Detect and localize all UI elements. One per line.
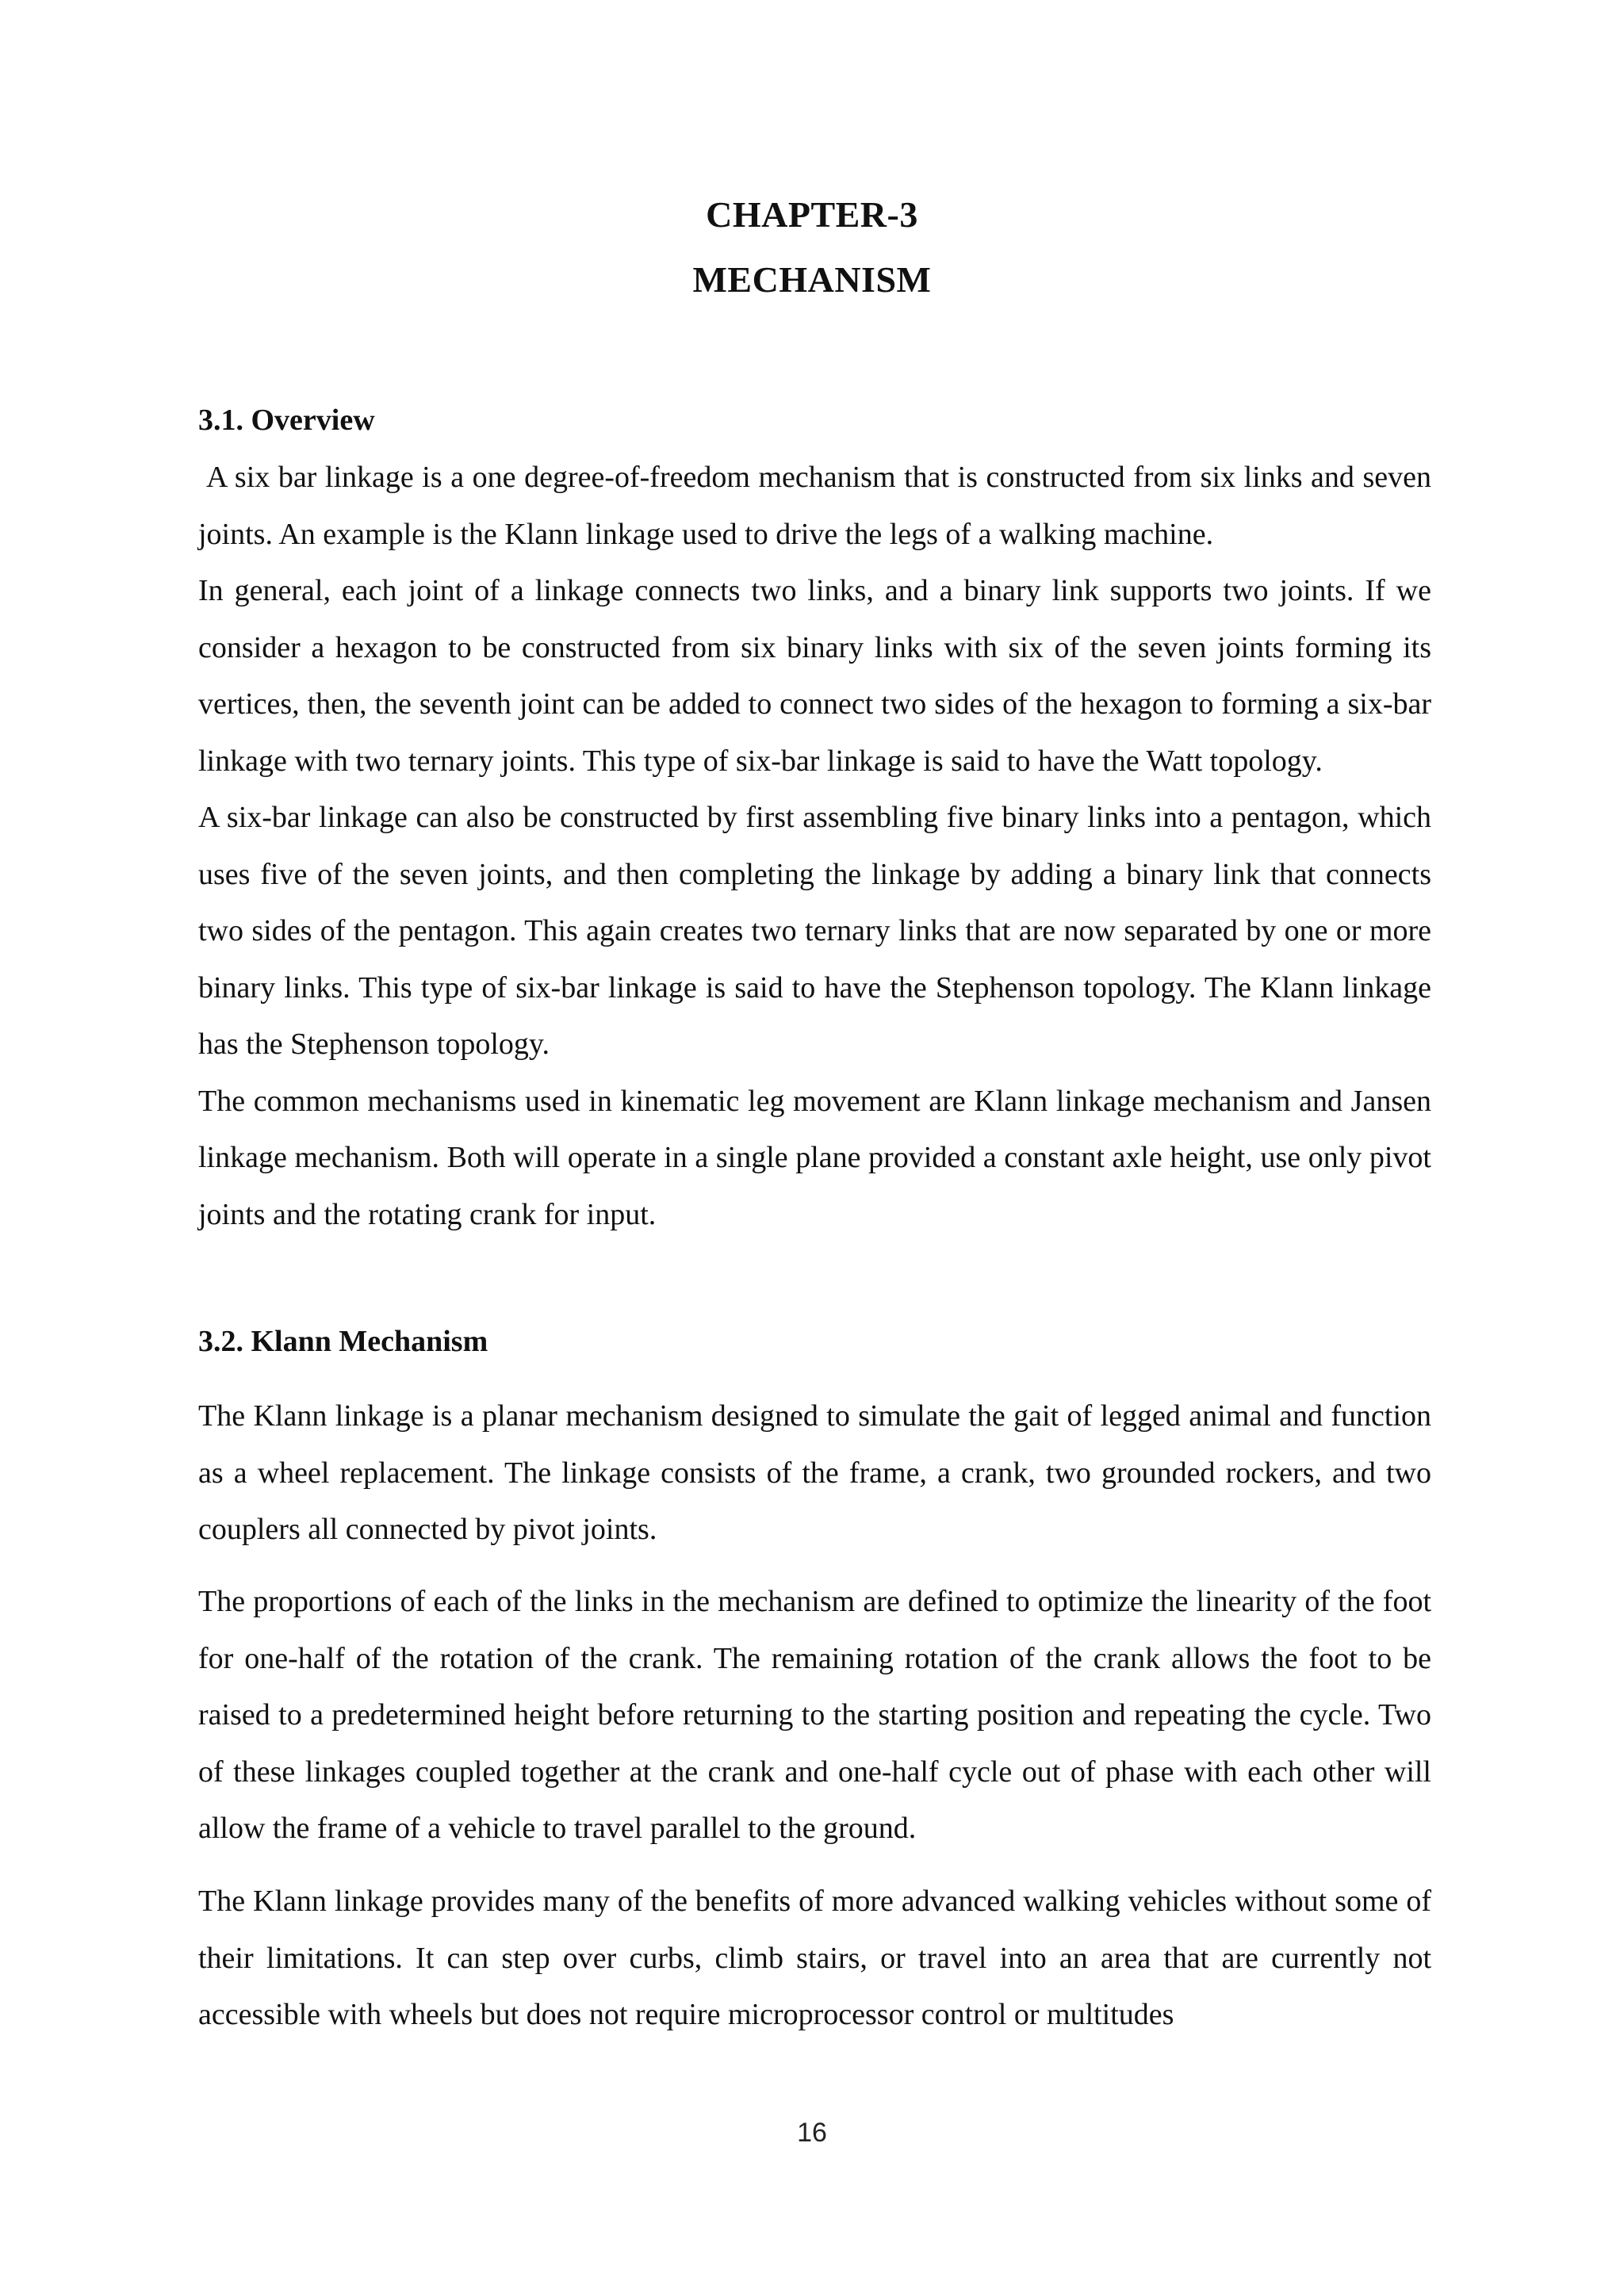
overview-paragraph: The common mechanisms used in kinematic leg movement are Klann linkage mechanism and Jansen linkage mechanism. Both will operate in a single plane provided a constant axle height, use only pivot joints and the rotating crank for input. <box>198 1084 1431 1231</box>
page-number: 16 <box>797 2118 827 2148</box>
klann-paragraph <box>198 1388 1431 1559</box>
klann-paragraph-text: The Klann linkage provides many of the benefits of more advanced walking vehicles without some of their limitations. It can step over curbs, climb stairs, or travel into an area that are currently not accessible with wheels but does not require microprocessor control or multitudes <box>198 1885 1431 2031</box>
klann-paragraph <box>198 1574 1431 1858</box>
chapter-number: CHAPTER-3 <box>706 194 918 235</box>
chapter-title: MECHANISM <box>692 259 932 300</box>
overview-body <box>198 450 1431 1243</box>
klann-paragraph-text: The Klann linkage is a planar mechanism designed to simulate the gait of legged animal and function as a wheel replacement. The linkage consists of the frame, a crank, two grounded rockers, and two couplers all connected by pivot joints. <box>198 1399 1431 1546</box>
klann-paragraph-text: The proportions of each of the links in the mechanism are defined to optimize the linearity of the foot for one-half of the rotation of the crank. The remaining rotation of the crank allows the foot to be raised to a predetermined height before returning to the starting position and repeating the cycle. Two of these linkages coupled together at the crank and one-half cycle out of phase with each other will allow the frame of a vehicle to travel parallel to the ground. <box>198 1585 1431 1845</box>
overview-paragraph: A six bar linkage is a one degree-of-freedom mechanism that is constructed from six links and seven joints. An example is the Klann linkage used to drive the legs of a walking machine. <box>198 461 1431 551</box>
overview-paragraph: In general, each joint of a linkage connects two links, and a binary link supports two joints. If we consider a hexagon to be constructed from six binary links with six of the seven joints forming its vertices, then, the seventh joint can be added to connect two sides of the hexagon to forming a six-bar linkage with two ternary joints. This type of six-bar linkage is said to have the Watt topology. <box>198 574 1431 778</box>
klann-paragraph <box>198 1873 1431 2044</box>
section-heading-overview: 3.1. Overview <box>198 404 375 437</box>
section-heading-klann: 3.2. Klann Mechanism <box>198 1325 488 1358</box>
overview-paragraph: A six-bar linkage can also be constructed by first assembling five binary links into a pentagon, which uses five of the seven joints, and then completing the linkage by adding a binary link that connects two sides of the pentagon. This again creates two ternary links that are now separated by one or more binary links. This type of six-bar linkage is said to have the Stephenson topology. The Klann linkage has the Stephenson topology. <box>198 801 1431 1061</box>
